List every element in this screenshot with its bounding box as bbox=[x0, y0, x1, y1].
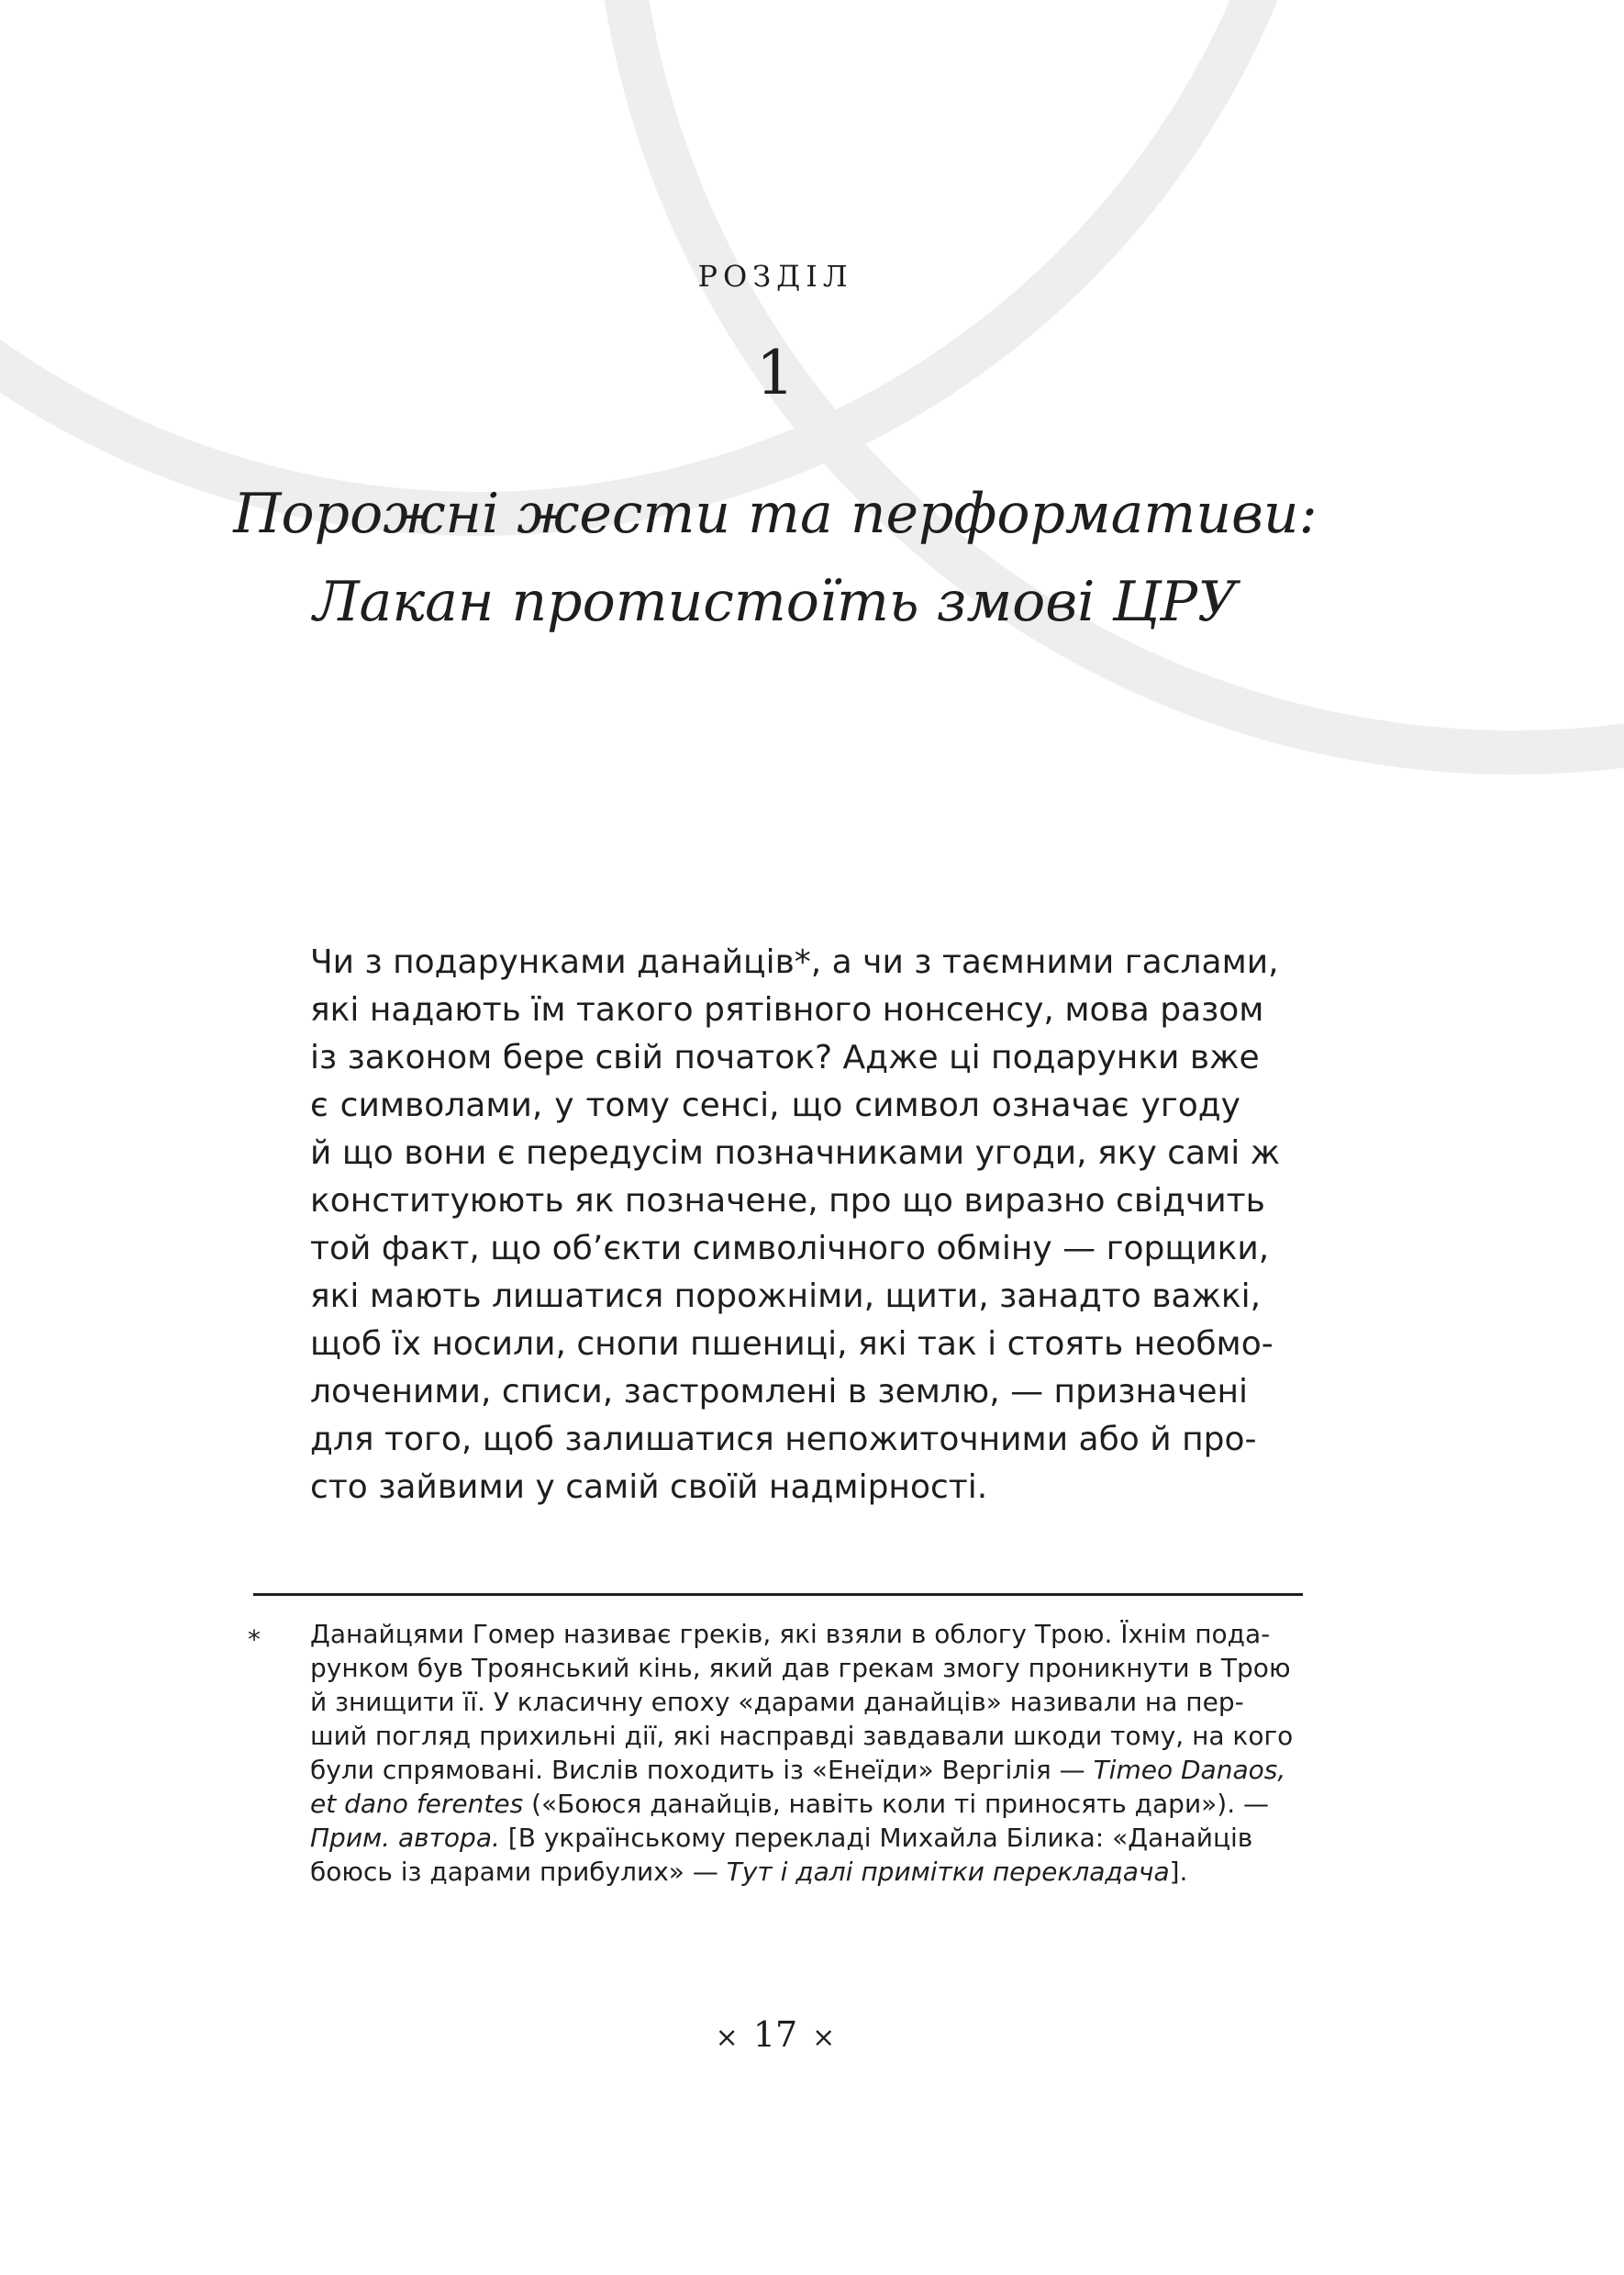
page-footer bbox=[0, 2014, 1551, 2055]
footnote-run: були спрямовані. Вислів походить із «Енеїди» Вергілія — bbox=[310, 1755, 1094, 1785]
footnote-line: ший погляд прихильні дії, які насправді завдавали шкоди тому, на кого bbox=[310, 1721, 1294, 1751]
footnote-line bbox=[310, 1787, 1270, 1821]
footnote-line bbox=[310, 1753, 1286, 1787]
footnote-latin: et dano ferentes bbox=[310, 1789, 524, 1819]
body-line: той факт, що об’єкти символічного обміну — горщики, bbox=[310, 1230, 1270, 1267]
footnote-latin: Timeo Danaos, bbox=[1093, 1755, 1286, 1785]
footnote-line: й знищити її. У класичну епоху «дарами данайців» називали на пер- bbox=[310, 1687, 1244, 1717]
folio-ornament-left: × bbox=[715, 2022, 739, 2054]
footnote-divider bbox=[253, 1593, 1303, 1596]
footnote-line bbox=[310, 1821, 1253, 1855]
chapter-label: РОЗДІЛ bbox=[697, 259, 853, 294]
footnote-marker: * bbox=[248, 1624, 261, 1655]
body-line: для того, щоб залишатися непожиточними або й про- bbox=[310, 1421, 1257, 1458]
footnote-line: Данайцями Гомер називає греків, які взяли в облогу Трою. Їхнім пода- bbox=[310, 1619, 1271, 1649]
chapter-title-line: Лакан протистоїть змові ЦРУ bbox=[313, 570, 1238, 634]
body-line: із законом бере свій початок? Адже ці подарунки вже bbox=[310, 1039, 1260, 1076]
body-line: є символами, у тому сенсі, що символ означає угоду bbox=[310, 1087, 1240, 1124]
chapter-title bbox=[0, 470, 1551, 646]
footnote-run: [В українському перекладі Михайла Білика: «Данайців bbox=[499, 1823, 1253, 1853]
body-line: Чи з подарунками данайців*, а чи з таємними гаслами, bbox=[310, 943, 1279, 981]
body-line: лоченими, списи, застромлені в землю, — призначені bbox=[310, 1373, 1249, 1411]
body-line: конституюють як позначене, про що виразно свідчить bbox=[310, 1182, 1265, 1220]
footnote-line: рунком був Троянський кінь, який дав грекам змогу проникнути в Трою bbox=[310, 1653, 1291, 1683]
footnote-text bbox=[310, 1617, 1294, 1889]
footnote-run: ]. bbox=[1169, 1857, 1188, 1887]
page-number: 17 bbox=[752, 2014, 798, 2055]
body-line: щоб їх носили, снопи пшениці, які так і стоять необмо- bbox=[310, 1325, 1274, 1363]
footnote-author-note: Прим. автора. bbox=[310, 1823, 500, 1853]
folio-ornament-right: × bbox=[812, 2022, 836, 2054]
chapter-number: 1 bbox=[756, 338, 795, 408]
footnote-run: («Боюся данайців, навіть коли ті приносять дари»). — bbox=[523, 1789, 1270, 1819]
body-line: сто зайвими у самій своїй надмірності. bbox=[310, 1468, 988, 1506]
body-line: які мають лишатися порожніми, щити, занадто важкі, bbox=[310, 1277, 1262, 1315]
footnote-translator-note: Тут і далі примітки перекладача bbox=[726, 1857, 1170, 1887]
body-text bbox=[310, 939, 1281, 1511]
body-line: які надають їм такого рятівного нонсенсу, мова разом bbox=[310, 991, 1264, 1029]
footnote-line bbox=[310, 1855, 1240, 1889]
footnote-run: боюсь із дарами прибулих» — bbox=[310, 1857, 727, 1887]
body-line: й що вони є передусім позначниками угоди, яку самі ж bbox=[310, 1134, 1281, 1172]
chapter-title-line: Порожні жести та перформативи: bbox=[233, 482, 1318, 546]
